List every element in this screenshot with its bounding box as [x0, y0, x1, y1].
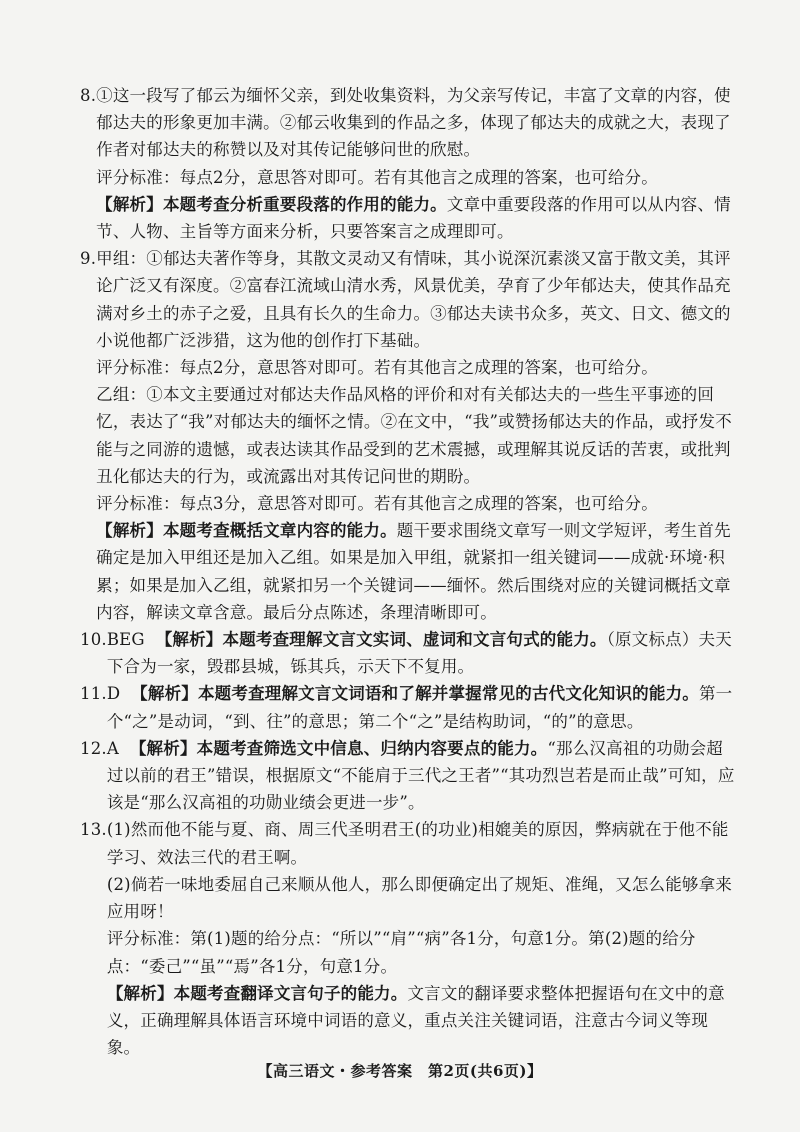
scoring-criteria: 评分标准：第(1)题的给分点：“所以”“肩”“病”各1分，句意1分。第(2)题的给分点：“委己”“虽”“焉”各1分，句意1分。 — [106, 929, 696, 976]
analysis-tag: 【解析】 — [131, 684, 198, 704]
analysis — [96, 517, 736, 626]
translation-part-2: (2)倘若一味地委屈自己来顺从他人，那么即便确定出了规矩、准绳，又怎么能够拿来应用呀！ — [106, 874, 733, 922]
analysis — [96, 191, 736, 245]
question-11 — [80, 680, 736, 734]
answer-choice: BEG — [106, 630, 145, 650]
analysis-text: 第一个“之”是动词，“到、往”的意思；第二个“之”是结构助词，“的”的意思。 — [106, 684, 733, 731]
group-a-answer: 甲组：①郁达夫著作等身，其散文灵动又有情味，其小说深沉素淡又富于散文美，其评论广泛又有深度。②富春江流域山清水秀，风景优美，孕育了少年郁达夫，使其作品充满对乡土的赤子之爱，且具有长久的生命力。③郁达夫读书众多，英文、日文、德文的小说他都广泛涉猎，这为他的创作打下基础。 — [96, 249, 731, 350]
question-9 — [80, 245, 736, 626]
analysis-tag: 【解析】 — [106, 983, 174, 1003]
analysis-tag: 【解析】 — [96, 194, 163, 214]
question-number: 10. — [80, 630, 107, 650]
analysis — [107, 626, 736, 680]
question-number: 12. — [80, 738, 107, 758]
analysis-focus: 本题考查概括文章内容的能力。 — [162, 521, 397, 541]
analysis-focus: 本题考查理解文言文实词、虚词和文言句式的能力。 — [222, 630, 607, 650]
analysis — [107, 680, 736, 734]
answer-choice: A — [106, 738, 119, 758]
question-number: 11. — [80, 684, 107, 704]
question-13 — [80, 816, 736, 1061]
answer-text: ①这一段写了郁云为缅怀父亲，到处收集资料，为父亲写传记，丰富了文章的内容，使郁达夫的形象更加丰满。②郁云收集到的作品之多，体现了郁达夫的成就之大，表现了作者对郁达夫的称赞以及对其传记能够问世的欣慰。 — [96, 86, 731, 160]
group-b-answer: 乙组：①本文主要通过对郁达夫作品风格的评价和对有关郁达夫的一些生平事迹的回忆，表达了“我”对郁达夫的缅怀之情。②在文中，“我”或赞扬郁达夫的作品，或抒发不能与之同游的遗憾，或表达读其作品受到的艺术震撼，或理解其说反话的苦衷，或批判丑化郁达夫的行为，或流露出对其传记问世的期盼。 — [96, 385, 732, 486]
scoring-criteria: 评分标准：每点2分，意思答对即可。若有其他言之成理的答案，也可给分。 — [96, 358, 658, 378]
question-10 — [80, 626, 736, 680]
scoring-criteria: 评分标准：每点3分，意思答对即可。若有其他言之成理的答案，也可给分。 — [96, 494, 658, 514]
analysis-tag: 【解析】 — [96, 521, 163, 541]
page-footer: 【高三语文・参考答案 第2页(共6页)】 — [257, 1062, 543, 1080]
analysis — [107, 980, 736, 1062]
analysis-text: “那么汉高祖的功勋会超过以前的君王”错误，根据原文“不能肩于三代之王者”“其功烈岂若是而止哉”可知，应该是“那么汉高祖的功勋业绩会更进一步”。 — [106, 738, 735, 813]
analysis-text: 文言文的翻译要求整体把握语句在文中的意义，正确理解具体语言环境中词语的意义，重点关注关键词语，注意古今词义等现象。 — [106, 983, 725, 1058]
analysis-focus: 本题考查筛选文中信息、归纳内容要点的能力。 — [196, 738, 548, 758]
analysis-tag: 【解析】 — [129, 738, 197, 758]
answer-choice: D — [106, 684, 121, 704]
translation-part-1: (1)然而他不能与夏、商、周三代圣明君王(的功业)相媲美的原因，弊病就在于他不能学习、效法三代的君王啊。 — [106, 820, 729, 867]
analysis-text: 题干要求围绕文章写一则文学短评，考生首先确定是加入甲组还是加入乙组。如果是加入甲组，就紧扣一组关键词——成就·环境·积累；如果是加入乙组，就紧扣另一个关键词——缅怀。然后围绕对应的关键词概括文章内容，解读文章含意。最后分点陈述，条理清晰即可。 — [96, 521, 731, 622]
question-number: 9. — [80, 249, 97, 269]
question-8 — [80, 82, 736, 245]
analysis-focus: 本题考查理解文言文词语和了解并掌握常见的古代文化知识的能力。 — [197, 684, 699, 704]
question-number: 13. — [80, 820, 107, 840]
scoring-criteria: 评分标准：每点2分，意思答对即可。若有其他言之成理的答案，也可给分。 — [96, 167, 658, 187]
question-12 — [80, 735, 736, 817]
analysis-focus: 本题考查翻译文言句子的能力。 — [173, 983, 408, 1003]
analysis-focus: 本题考查分析重要段落的作用的能力。 — [162, 194, 447, 214]
question-number: 8. — [80, 86, 97, 105]
analysis-text: 文章中重要段落的作用可以从内容、情节、人物、主旨等方面来分析，只要答案言之成理即可。 — [96, 194, 731, 242]
analysis — [107, 735, 736, 817]
answer-content — [80, 82, 736, 1061]
analysis-text: （原文标点）夫天下合为一家，毁郡县城，铄其兵，示天下不复用。 — [106, 630, 732, 677]
analysis-tag: 【解析】 — [155, 630, 223, 650]
